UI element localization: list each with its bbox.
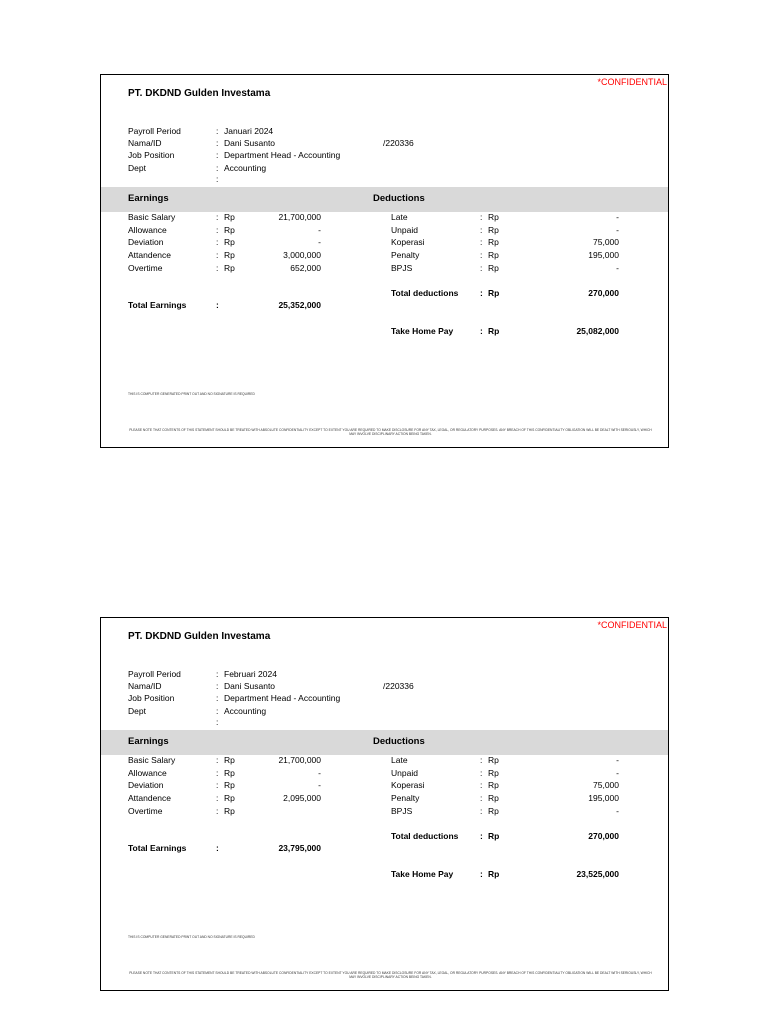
payroll-period-value: Januari 2024 (224, 126, 274, 136)
currency: Rp (224, 793, 235, 803)
basic-salary-label: Basic Salary (128, 755, 176, 765)
colon: : (216, 843, 219, 853)
colon: : (480, 237, 483, 247)
unpaid-label: Unpaid (391, 225, 418, 235)
confidential-label: *CONFIDENTIAL (597, 77, 667, 87)
currency: Rp (488, 225, 499, 235)
colon: : (216, 669, 219, 679)
currency: Rp (488, 263, 499, 273)
attendence-amount: 3,000,000 (283, 250, 321, 260)
earnings-heading: Earnings (128, 193, 169, 204)
colon: : (216, 237, 219, 247)
take-home-pay-amount: 25,082,000 (576, 326, 619, 336)
dept-label: Dept (128, 706, 146, 716)
currency: Rp (488, 768, 499, 778)
payroll-period-label: Payroll Period (128, 669, 181, 679)
bpjs-label: BPJS (391, 806, 413, 816)
payslip-januari (100, 74, 669, 448)
penalty-amount: 195,000 (588, 250, 619, 260)
total-deductions-label: Total deductions (391, 288, 459, 298)
colon: : (216, 263, 219, 273)
colon: : (480, 263, 483, 273)
deviation-label: Deviation (128, 780, 164, 790)
colon: : (480, 288, 483, 298)
allowance-amount: - (318, 768, 321, 778)
koperasi-amount: 75,000 (593, 780, 619, 790)
colon: : (216, 780, 219, 790)
job-position-label: Job Position (128, 693, 175, 703)
currency: Rp (488, 755, 499, 765)
total-earnings-label: Total Earnings (128, 843, 187, 853)
colon: : (216, 250, 219, 260)
colon: : (480, 326, 483, 336)
dept-value: Accounting (224, 706, 267, 716)
employee-name: Dani Susanto (224, 138, 276, 148)
basic-salary-amount: 21,700,000 (278, 212, 321, 222)
allowance-amount: - (318, 225, 321, 235)
nama-id-label: Nama/ID (128, 138, 162, 148)
take-home-pay-amount: 23,525,000 (576, 869, 619, 879)
overtime-label: Overtime (128, 263, 163, 273)
total-deductions-amount: 270,000 (588, 288, 619, 298)
attendence-label: Attandence (128, 250, 172, 260)
currency: Rp (488, 806, 499, 816)
colon: : (216, 225, 219, 235)
currency: Rp (224, 806, 235, 816)
deviation-label: Deviation (128, 237, 164, 247)
currency: Rp (488, 212, 499, 222)
late-amount: - (616, 755, 619, 765)
confidentiality-notice: PLEASE NOTE THAT CONTENTS OF THIS STATEMENT SHOULD BE TREATED WITH ABSOLUTE CONFIDENTIALITY EXCEPT TO EXTENT YOU ARE REQUIRED TO MAKE DISCLOSURE FOR ANY TAX, LEGAL, OR REGULATORY PURPOSES. ANY BREACH OF THIS CONFIDENTIALITY OBLIGATION WILL BE DEALT WITH SERIOUSLY, WHICH MAY INVOLVE DISCIPLINARY ACTION BEING TAKEN. (129, 971, 652, 979)
bpjs-label: BPJS (391, 263, 413, 273)
attendence-label: Attandence (128, 793, 172, 803)
currency: Rp (488, 869, 500, 879)
earnings-heading: Earnings (128, 736, 169, 747)
job-position-label: Job Position (128, 150, 175, 160)
company-name: PT. DKDND Gulden Investama (128, 88, 271, 99)
colon: : (216, 768, 219, 778)
deductions-heading: Deductions (373, 193, 425, 204)
currency: Rp (488, 237, 499, 247)
job-position-value: Department Head - Accounting (224, 150, 341, 160)
confidential-label: *CONFIDENTIAL (597, 620, 667, 630)
currency: Rp (224, 250, 235, 260)
colon: : (216, 681, 219, 691)
employee-id: /220336 (383, 138, 414, 148)
payroll-period-label: Payroll Period (128, 126, 181, 136)
computer-generated-note: THIS IS COMPUTER GENERATED PRINT OUT AND NO SIGNATURE IS REQUIRED (128, 935, 255, 939)
deviation-amount: - (318, 237, 321, 247)
koperasi-label: Koperasi (391, 780, 425, 790)
colon: : (480, 755, 483, 765)
section-header-band (101, 187, 668, 212)
unpaid-amount: - (616, 768, 619, 778)
take-home-pay-label: Take Home Pay (391, 326, 454, 336)
deviation-amount: - (318, 780, 321, 790)
late-label: Late (391, 212, 408, 222)
computer-generated-note: THIS IS COMPUTER GENERATED PRINT OUT AND NO SIGNATURE IS REQUIRED (128, 392, 255, 396)
currency: Rp (224, 263, 235, 273)
company-name: PT. DKDND Gulden Investama (128, 631, 271, 642)
employee-id: /220336 (383, 681, 414, 691)
total-deductions-amount: 270,000 (588, 831, 619, 841)
colon: : (216, 693, 219, 703)
allowance-label: Allowance (128, 225, 167, 235)
colon: : (480, 250, 483, 260)
currency: Rp (224, 225, 235, 235)
overtime-amount: 652,000 (290, 263, 321, 273)
colon: : (480, 780, 483, 790)
colon: : (216, 126, 219, 136)
currency: Rp (488, 250, 499, 260)
koperasi-label: Koperasi (391, 237, 425, 247)
colon: : (216, 717, 219, 727)
total-earnings-label: Total Earnings (128, 300, 187, 310)
colon: : (216, 755, 219, 765)
nama-id-label: Nama/ID (128, 681, 162, 691)
colon: : (480, 212, 483, 222)
late-amount: - (616, 212, 619, 222)
koperasi-amount: 75,000 (593, 237, 619, 247)
dept-value: Accounting (224, 163, 267, 173)
colon: : (216, 150, 219, 160)
penalty-label: Penalty (391, 793, 420, 803)
colon: : (480, 768, 483, 778)
currency: Rp (488, 288, 500, 298)
section-header-band (101, 730, 668, 755)
currency: Rp (488, 831, 500, 841)
colon: : (216, 163, 219, 173)
colon: : (480, 225, 483, 235)
unpaid-amount: - (616, 225, 619, 235)
currency: Rp (224, 212, 235, 222)
bpjs-amount: - (616, 806, 619, 816)
colon: : (480, 869, 483, 879)
colon: : (216, 174, 219, 184)
basic-salary-label: Basic Salary (128, 212, 176, 222)
colon: : (216, 793, 219, 803)
late-label: Late (391, 755, 408, 765)
payroll-period-value: Februari 2024 (224, 669, 277, 679)
currency: Rp (224, 755, 235, 765)
colon: : (480, 831, 483, 841)
take-home-pay-label: Take Home Pay (391, 869, 454, 879)
colon: : (216, 706, 219, 716)
total-earnings-amount: 25,352,000 (278, 300, 321, 310)
currency: Rp (224, 768, 235, 778)
basic-salary-amount: 21,700,000 (278, 755, 321, 765)
allowance-label: Allowance (128, 768, 167, 778)
colon: : (216, 806, 219, 816)
currency: Rp (224, 780, 235, 790)
dept-label: Dept (128, 163, 146, 173)
bpjs-amount: - (616, 263, 619, 273)
colon: : (480, 793, 483, 803)
attendence-amount: 2,095,000 (283, 793, 321, 803)
currency: Rp (224, 237, 235, 247)
confidentiality-notice: PLEASE NOTE THAT CONTENTS OF THIS STATEMENT SHOULD BE TREATED WITH ABSOLUTE CONFIDENTIALITY EXCEPT TO EXTENT YOU ARE REQUIRED TO MAKE DISCLOSURE FOR ANY TAX, LEGAL, OR REGULATORY PURPOSES. ANY BREACH OF THIS CONFIDENTIALITY OBLIGATION WILL BE DEALT WITH SERIOUSLY, WHICH MAY INVOLVE DISCIPLINARY ACTION BEING TAKEN. (129, 428, 652, 436)
colon: : (216, 300, 219, 310)
colon: : (216, 138, 219, 148)
deductions-heading: Deductions (373, 736, 425, 747)
currency: Rp (488, 326, 500, 336)
overtime-label: Overtime (128, 806, 163, 816)
payslip-februari (100, 617, 669, 991)
total-earnings-amount: 23,795,000 (278, 843, 321, 853)
unpaid-label: Unpaid (391, 768, 418, 778)
job-position-value: Department Head - Accounting (224, 693, 341, 703)
total-deductions-label: Total deductions (391, 831, 459, 841)
penalty-label: Penalty (391, 250, 420, 260)
employee-name: Dani Susanto (224, 681, 276, 691)
currency: Rp (488, 780, 499, 790)
colon: : (216, 212, 219, 222)
currency: Rp (488, 793, 499, 803)
penalty-amount: 195,000 (588, 793, 619, 803)
colon: : (480, 806, 483, 816)
